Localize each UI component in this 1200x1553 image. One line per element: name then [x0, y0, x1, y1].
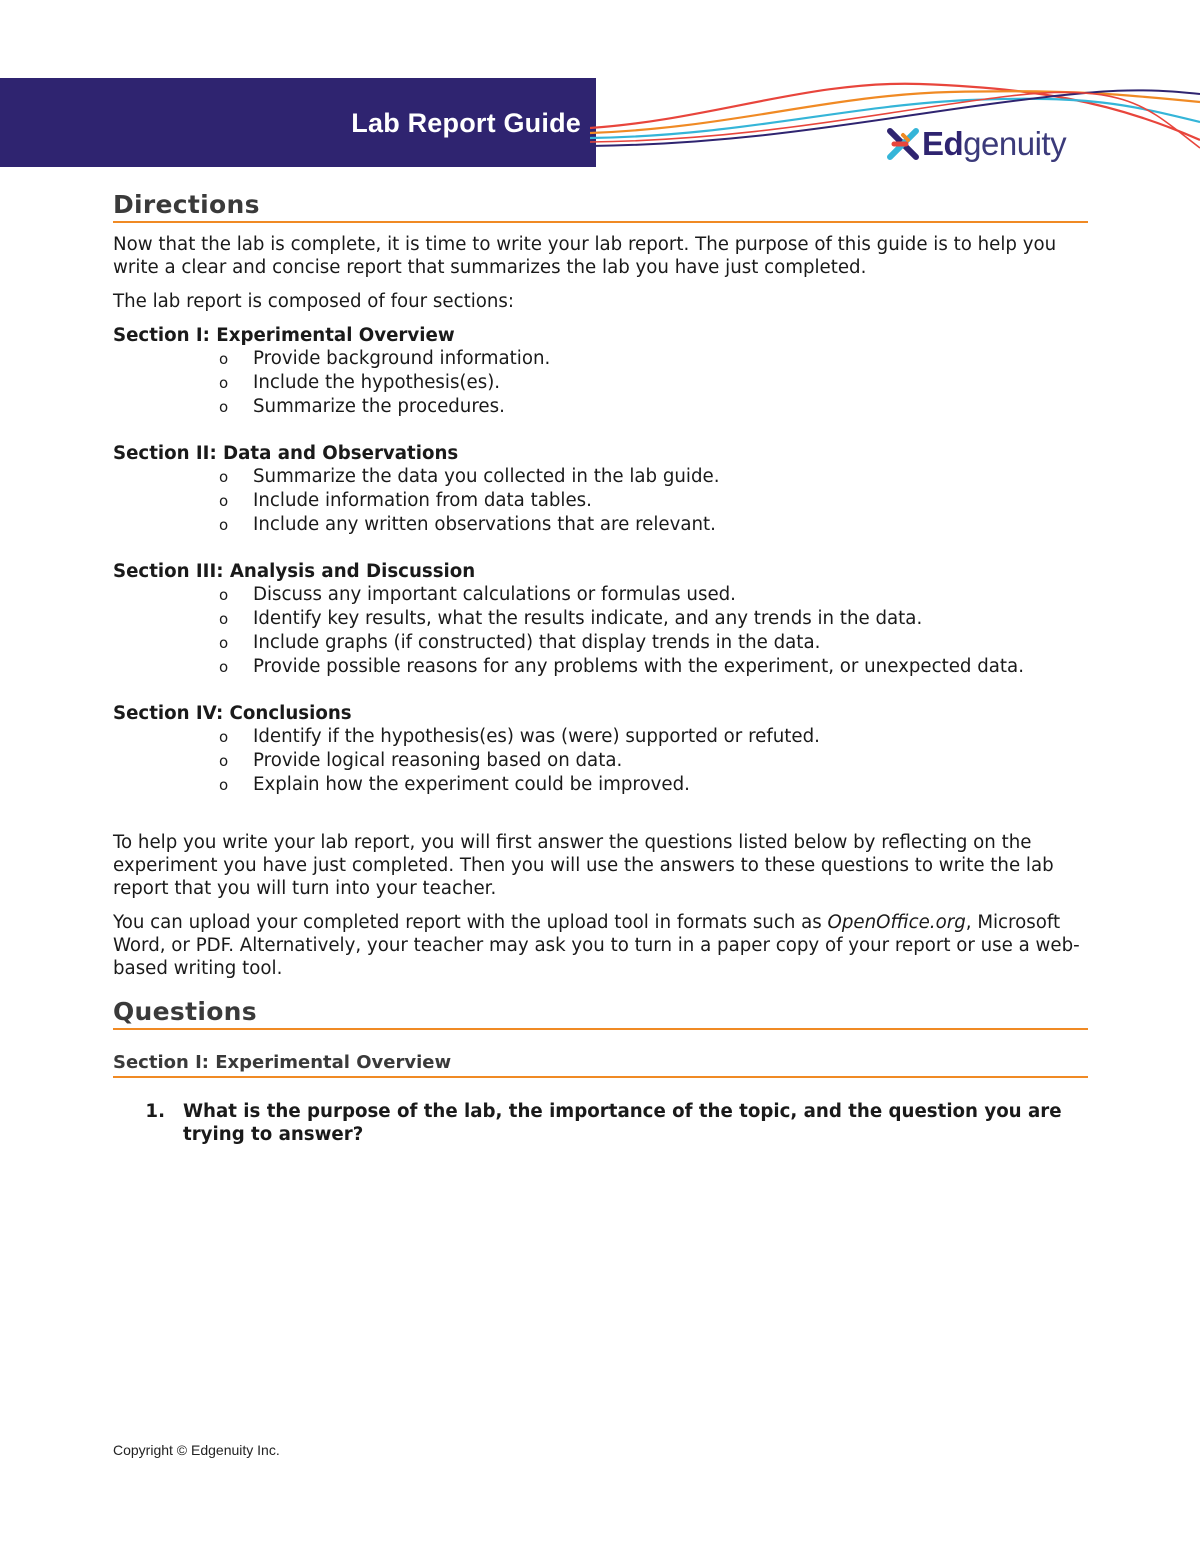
section-block [113, 560, 1088, 679]
section-list [113, 347, 1088, 419]
question-number: 1. [145, 1101, 165, 1122]
section-title: Section III: Analysis and Discussion [113, 561, 476, 582]
list-item: o Identify key results, what the results indicate, and any trends in the data. [219, 608, 923, 629]
copyright-footer: Copyright © Edgenuity Inc. [113, 1442, 280, 1458]
directions-paragraph: Now that the lab is complete, it is time to write your lab report. The purpose of this guide is to help you write a clear and concise report that summarizes the lab you have just completed. [113, 234, 1057, 278]
directions-heading: Directions [113, 190, 1088, 223]
section-list [113, 725, 1088, 797]
list-item: o Include information from data tables. [219, 490, 592, 511]
questions-subheading: Section I: Experimental Overview [113, 1052, 1088, 1078]
section-title: Section II: Data and Observations [113, 443, 459, 464]
edgenuity-logo [886, 122, 1066, 166]
section-title: Section I: Experimental Overview [113, 325, 455, 346]
section-block [113, 324, 1088, 419]
section-block [113, 702, 1088, 797]
section-title: Section IV: Conclusions [113, 703, 352, 724]
questions-heading: Questions [113, 997, 1088, 1030]
list-item: o Summarize the data you collected in the lab guide. [219, 466, 720, 487]
list-item: o Provide background information. [219, 348, 551, 369]
sections-intro: The lab report is composed of four sections: [113, 291, 515, 312]
section-list [113, 465, 1088, 537]
list-item: o Provide possible reasons for any problems with the experiment, or unexpected data. [219, 656, 1024, 677]
list-item: o Explain how the experiment could be improved. [219, 774, 690, 795]
question-item [113, 1100, 1088, 1146]
document-body [113, 190, 1088, 1146]
section-list [113, 583, 1088, 679]
edgenuity-x-icon [886, 127, 920, 161]
list-item: o Discuss any important calculations or formulas used. [219, 584, 736, 605]
instructions-paragraph: To help you write your lab report, you will first answer the questions listed below by reflecting on the experiment you have just completed. Then you will use the answers to these questions to write the lab report that you will turn into your teacher. [113, 832, 1054, 899]
title-banner [0, 78, 596, 167]
list-item: o Include the hypothesis(es). [219, 372, 501, 393]
upload-paragraph: You can upload your completed report with the upload tool in formats such as OpenOffice.org, Microsoft Word, or PDF. Alternatively, your teacher may ask you to turn in a paper copy of your report or use a web-based writing tool. [113, 912, 1080, 979]
list-item: o Summarize the procedures. [219, 396, 505, 417]
list-item: o Identify if the hypothesis(es) was (were) supported or refuted. [219, 726, 820, 747]
page-title: Lab Report Guide [351, 108, 581, 138]
list-item: o Include any written observations that are relevant. [219, 514, 716, 535]
list-item: o Provide logical reasoning based on data. [219, 750, 623, 771]
list-item: o Include graphs (if constructed) that display trends in the data. [219, 632, 821, 653]
section-block [113, 442, 1088, 537]
logo-text: Edgenuity [922, 125, 1067, 162]
question-text: What is the purpose of the lab, the importance of the topic, and the question you are trying to answer? [183, 1101, 1062, 1145]
